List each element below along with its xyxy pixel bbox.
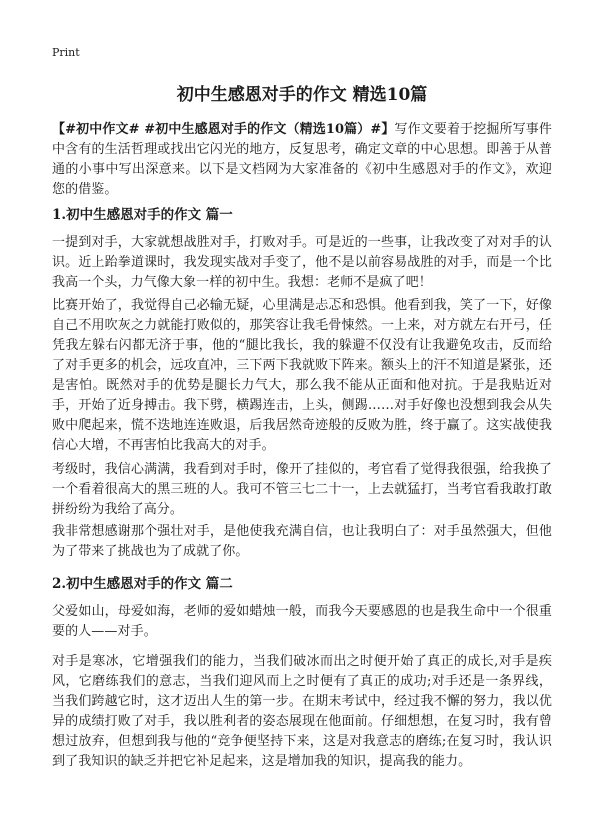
section-heading-1: 1.初中生感恩对手的作文 篇一 [52,207,233,223]
page-title: 初中生感恩对手的作文 精选10篇 [176,85,428,105]
paragraph: 父爱如山，母爱如海，老师的爱如蜡烛一般，而我今天要感恩的也是我生命中一个很重要的人——对手。 [52,604,552,639]
print-link[interactable]: Print [52,46,80,59]
paragraph: 考级时，我信心满满，我看到对手时，像开了挂似的，考官看了觉得我很强，给我换了一个看着很高大的黑三班的人。我可不管三七二十一，上去就猛打，当考官看我敢打敢拼纷纷为我给了高分。 [52,462,552,517]
intro-tags: 【#初中作文# #初中生感恩对手的作文（精选10篇）#】 [52,122,395,137]
intro-paragraph [52,120,552,200]
paragraph: 一提到对手，大家就想战胜对手，打败对手。可是近的一些事，让我改变了对对手的认识。近上跆拳道课时，我发现实战对手变了，他不是以前容易战胜的对手，而是一个比我高一个头，力气像大象一样的初中生。我想：老师不是疯了吧！ [52,235,552,290]
paragraph: 我非常想感谢那个强壮对手，是他使我充满自信，也让我明白了：对手虽然强大，但他为了带来了挑战也为了成就了你。 [52,524,552,559]
section-heading-2: 2.初中生感恩对手的作文 篇二 [52,576,233,592]
paragraph: 比赛开始了，我觉得自己必输无疑，心里满是忐忑和恐惧。他看到我，笑了一下，好像自己不用吹灰之力就能打败似的，那笑容让我毛骨悚然。一上来，对方就左右开弓，任凭我左躲右闪都无济于事，他的“腿比我长，我的躲避不仅没有让我避免攻击，反而给了对手更多的机会，远攻直冲，三下两下我就败下阵来。额头上的汗不知道是紧张，还是害怕。既然对手的优势是腿长力气大，那么我不能从正面和他对抗。于是我贴近对手，开始了近身搏击。我下劈，横踢连击，上头，侧踢……对手好像也没想到我会从失败中爬起来，慌不迭地连连败退，后我居然奇迹般的反败为胜，终于赢了。这实战使我信心大增，不再害怕比我高大的对手。 [52,298,552,453]
paragraph: 对手是寒冰，它增强我们的能力，当我们破冰而出之时便开始了真正的成长,对手是疾风，它磨练我们的意志，当我们迎风而上之时便有了真正的成功;对手还是一条界线，当我们跨越它时，这才迈出人生的第一步。在期末考试中，经过我不懈的努力，我以优异的成绩打败了对手，我以胜利者的姿态展现在他面前。仔细想想，在复习时，我有曾想过放弃，但想到我与他的“竞争便坚持下来，这是对我意志的磨练;在复习时，我认识到了我知识的缺乏并把它补足起来，这是增加我的知识，提高我的能力。 [52,654,552,769]
intro-text: 写作文要着于挖掘所写事件中含有的生活哲理或找出它闪光的地方，反复思考，确定文章的中心思想。即善于从普通的小事中写出深意来。以下是文档网为大家准备的《初中生感恩对手的作文》，欢迎您的借鉴。 [52,122,552,197]
